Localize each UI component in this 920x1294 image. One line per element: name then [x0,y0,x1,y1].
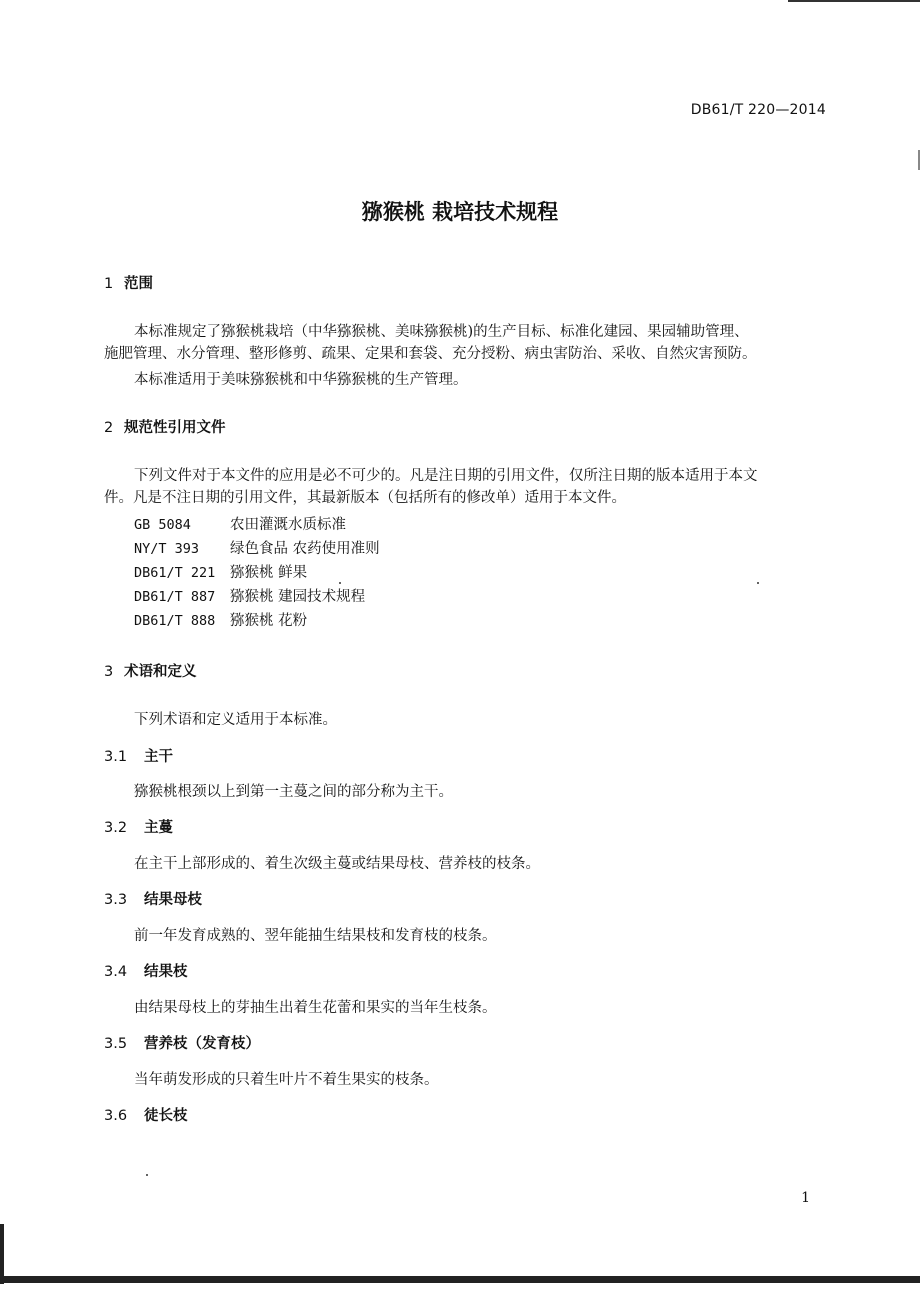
reference-code: DB61/T 887 [134,589,216,605]
section-number: 1 [104,276,114,292]
reference-code: GB 5084 [134,517,191,533]
term-heading [104,745,173,766]
scan-speck [146,1174,148,1176]
reference-code: NY/T 393 [134,541,200,557]
reference-name: 猕猴桃 花粉 [230,613,308,629]
term-name: 主干 [144,749,173,765]
section-title: 范围 [124,276,153,292]
section-1-paragraph-2: 本标准适用于美味猕猴桃和中华猕猴桃的生产管理。 [134,372,468,388]
section-2-paragraph-line-1: 下列文件对于本文件的应用是必不可少的。凡是注日期的引用文件，仅所注日期的版本适用于本文 [134,468,758,484]
section-3-heading [104,660,197,681]
section-number: 2 [104,420,114,436]
term-number: 3.3 [104,892,128,908]
term-definition: 猕猴桃根颈以上到第一主蔓之间的部分称为主干。 [134,784,453,800]
reference-name: 绿色食品 农药使用准则 [230,541,380,557]
term-name: 结果母枝 [144,892,202,908]
term-name: 徒长枝 [144,1108,188,1124]
scan-speck [339,582,341,584]
document-title: 猕猴桃 栽培技术规程 [361,200,559,224]
term-definition: 由结果母枝上的芽抽生出着生花蕾和果实的当年生枝条。 [134,1000,497,1016]
term-heading [104,888,202,909]
reference-item [134,513,346,534]
term-name: 结果枝 [144,964,188,980]
reference-item [134,609,307,630]
scan-speck [757,582,759,584]
page-number: 1 [801,1190,810,1206]
reference-item [134,537,380,558]
term-number: 3.2 [104,820,128,836]
term-heading [104,816,173,837]
section-1-heading [104,272,153,293]
reference-item [134,585,365,606]
section-title: 术语和定义 [124,664,197,680]
term-definition: 前一年发育成熟的、翌年能抽生结果枝和发育枝的枝条。 [134,928,497,944]
bottom-scan-edge [0,1276,920,1283]
term-name: 主蔓 [144,820,173,836]
term-heading [104,1104,188,1125]
standard-code: DB61/T 220—2014 [690,102,826,118]
term-definition: 当年萌发形成的只着生叶片不着生果实的枝条。 [134,1072,439,1088]
reference-item [134,561,307,582]
left-scan-edge [0,1224,4,1284]
section-1-paragraph-line-2: 施肥管理、水分管理、整形修剪、疏果、定果和套袋、充分授粉、病虫害防治、采收、自然灾害预防。 [104,346,757,362]
section-3-intro: 下列术语和定义适用于本标准。 [134,712,337,728]
reference-name: 猕猴桃 建园技术规程 [230,589,366,605]
reference-name: 农田灌溉水质标准 [230,517,346,533]
top-edge-rule [788,0,920,2]
term-heading [104,960,188,981]
section-2-paragraph-line-2: 件。凡是不注日期的引用文件，其最新版本（包括所有的修改单）适用于本文件。 [104,490,626,506]
term-name: 营养枝（发育枝） [144,1036,260,1052]
term-number: 3.6 [104,1108,128,1124]
reference-code: DB61/T 221 [134,565,216,581]
term-heading [104,1032,260,1053]
section-number: 3 [104,664,114,680]
section-title: 规范性引用文件 [124,420,226,436]
section-2-heading [104,416,226,437]
term-number: 3.4 [104,964,128,980]
section-1-paragraph-line-1: 本标准规定了猕猴桃栽培（中华猕猴桃、美味猕猴桃)的生产目标、标准化建园、果园辅助管理、 [134,324,749,340]
term-number: 3.5 [104,1036,128,1052]
term-number: 3.1 [104,749,128,765]
term-definition: 在主干上部形成的、着生次级主蔓或结果母枝、营养枝的枝条。 [134,856,540,872]
reference-code: DB61/T 888 [134,613,216,629]
reference-name: 猕猴桃 鲜果 [230,565,308,581]
